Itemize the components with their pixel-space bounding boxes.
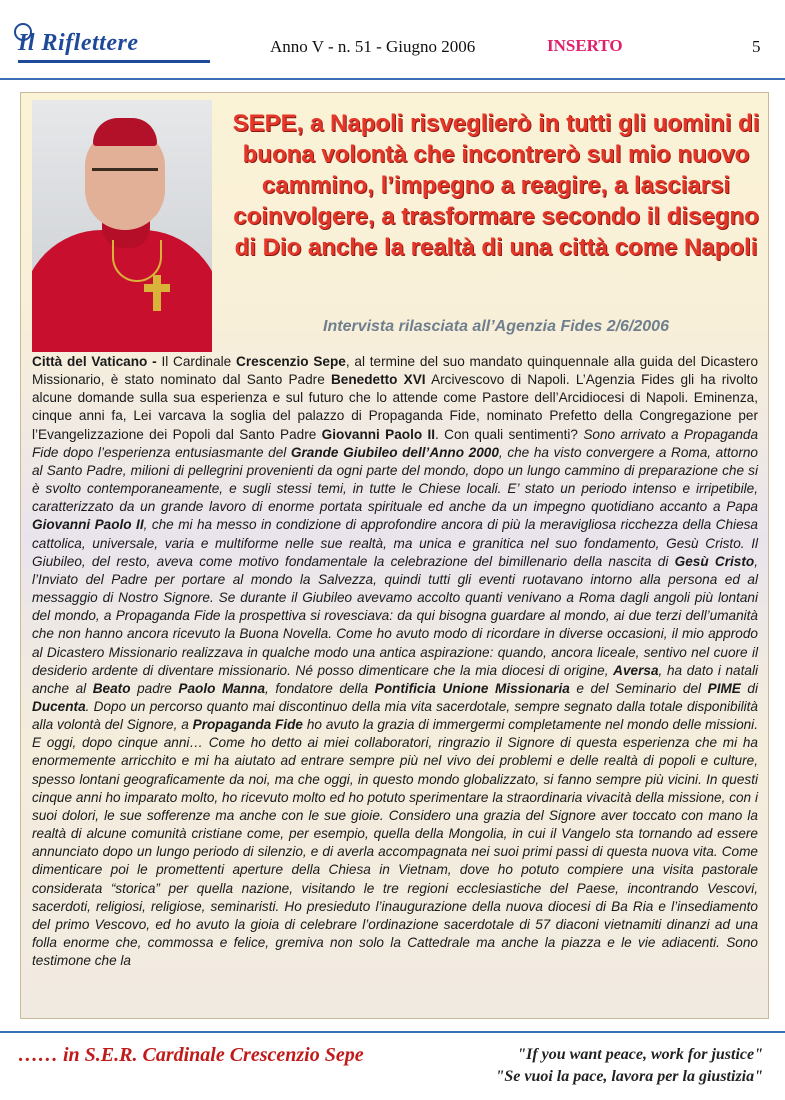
article-italic: Sono arrivato a Propaganda Fide dopo l’esperienza entusiasmante del (32, 426, 759, 460)
article-italic: , fondatore della (265, 680, 375, 696)
header-divider (0, 78, 785, 80)
article-bold-italic: Propaganda Fide (192, 717, 303, 733)
article-bold-italic: Gesù Cristo (674, 553, 755, 569)
article-bold: Crescenzio Sepe (236, 354, 346, 369)
footer-dedication: …… in S.E.R. Cardinale Crescenzio Sepe (18, 1044, 364, 1066)
article-bold-italic: PIME (707, 680, 741, 696)
page-number: 5 (752, 37, 761, 56)
article-italic: di (740, 680, 758, 696)
article-italic: . Dopo un percorso quanto mai discontinuo della mia vita sacerdotale, sempre segnato dalla totale disponibilità alla volontà del Signore, a (32, 698, 758, 733)
article-bold-italic: Pontificia Unione Missionaria (374, 680, 570, 696)
quote-english: "If you want peace, work for justice" (517, 1046, 763, 1063)
cardinal-photo (32, 100, 212, 352)
photo-zucchetto (93, 118, 157, 146)
photo-glasses (92, 168, 158, 185)
article-italic: , che mi ha messo in condizione di approfondire ancora di più la meravigliosa ricchezza della Chiesa cattolica, universale, varia e multiforme nelle sue realtà, ma unica e granitica nel suo fondamento, Gesù Cristo. Il Giubileo, del resto, aveva come motivo fondamentale la celebrazione del bimillenario della nascita di (32, 517, 758, 569)
article-bold-italic: Giovanni Paolo II (32, 517, 144, 533)
logo: Il Riflettere (18, 30, 139, 56)
article-italic: , ha dato i natali anche al (32, 662, 758, 696)
article-text: , al termine del suo mandato quinquennale alla guida del Dicastero Missionario, è stato nominato dal Santo Padre (32, 354, 759, 388)
footer-divider (0, 1031, 785, 1033)
article-bold-italic: Ducenta (32, 698, 86, 714)
page-header (0, 0, 785, 80)
article-bold: Benedetto XVI (330, 372, 426, 388)
article-bold-italic: Paolo Manna (178, 680, 266, 696)
quote-italian: "Se vuoi la pace, lavora per la giustizia" (495, 1068, 763, 1085)
article-bold-italic: Grande Giubileo dell’Anno 2000 (290, 444, 499, 460)
article-bold-italic: Beato (92, 680, 131, 696)
pectoral-cross-icon (144, 275, 170, 311)
article-body (32, 353, 758, 970)
article-bold: Giovanni Paolo II (321, 426, 436, 442)
section-label: INSERTO (547, 36, 623, 55)
article-italic: e del Seminario del (569, 680, 708, 696)
article-text: Arcivescovo di Napoli. L’Agenzia Fides gli ha rivolto alcune domande sulla sua esperienza e sul futuro che lo attende come Pastore dell’Arcidiocesi di Napoli. Eminenza, cinque anni fa, Lei varcava la soglia del palazzo di Propaganda Fide, nominato Prefetto della Congregazione per l’Evangelizzazione dei Popoli dal Santo Padre (32, 372, 758, 442)
article-italic: , l’Inviato del Padre per portare al mondo la Salvezza, quindi tutti gli eventi ruotavano intorno alla persona ed al messaggio di Nostro Signore. Se durante il Giubileo avevamo accolto quanti venivano a Roma dagli angoli più lontani del mondo, a Propaganda Fide la prospettiva si rovesciava: da qui bisogna guardare al mondo, ai due terzi dell’umanità che non hanno ancora ricevuto la Buona Novella. Come ho avuto modo di ricordare in diverse occasioni, il mio approdo al Dicastero Missionario realizzava in qualche modo una antica aspirazione: quando, ancora liceale, sentivo nel cuore il desiderio ardente di diventare missionario. Né posso dimenticare che la mia diocesi di origine, (32, 553, 758, 678)
article-italic: ho avuto la grazia di immergermi completamente nel mondo delle missioni. E oggi, dopo cinque anni… Come ho detto ai miei collaboratori, ringrazio il Signore di questa esperienza che mi ha enormemente arricchito e mi ha aiutato ad entrare sempre più nel vivo dei problemi e delle realtà di popoli e culture, spesso lontani geograficamente da noi, ma che oggi, in questo mondo globalizzato, si fanno sempre più vicini. In questi cinque anni ho imparato molto, ho ricevuto molto ed ho potuto sperimentare la straordinaria vivacità della missione, con i suoi dolori, le sue sofferenze ma anche con le sue gioie. Considero una grazia del Signore aver toccato con mano la realtà di alcune comunità cristiane come, per esempio, quella della Mongolia, in cui il Vangelo sta tornando ad essere annunciato dopo un lungo periodo di silenzio, e di averla accompagnata nei suoi primi passi di questa nuova vita. Come dimenticare poi le promettenti aperture della Chiesa in Vietnam, dove ho potuto compiere una visita pastorale considerata “storica” per quella nazione, visitando le tre regioni ecclesiastiche del Paese, incontrando Vescovi, sacerdoti, religiosi, religiose, seminaristi. Ho presieduto l’inaugurazione della nuova diocesi di Ba Ria e l’insediamento del primo Vescovo, ed ho avuto la gioia di celebrare l’ordinazione sacerdotale di 57 diaconi vietnamiti dinanzi ad una folla enorme che, commossa e felice, gremiva non solo la Cattedrale ma anche la piazza e le vie adiacenti. Sono testimone che la (32, 717, 758, 969)
footer-quote (495, 1044, 763, 1088)
article-bold-italic: Aversa (613, 662, 659, 678)
article-italic: , che ha visto convergere a Roma, attorno al Santo Padre, milioni di pellegrini provenienti da ogni parte del mondo, dopo un lungo cammino di preparazione che si è svolto contemporaneamente, e sugli stessi temi, in tutte le Chiese locali. E’ stato un periodo intenso e irripetibile, caratterizzato da un grande lavoro di enorme portata spirituale ed anche da un impegno quotidiano accanto a Papa (32, 444, 758, 515)
article-text: Il Cardinale (161, 354, 237, 369)
article-text: . Con quali sentimenti? (435, 426, 584, 442)
headline: SEPE, a Napoli risveglierò in tutti gli uomini di buona volontà che incontrerò sul mio nuovo cammino, l’impegno a reagire, a lasciarsi coinvolgere, a trasformare secondo il disegno di Dio anche la realtà di una città come Napoli (232, 110, 760, 261)
logo-underline (18, 60, 210, 63)
article-italic: padre (130, 680, 179, 696)
issue-info: Anno V - n. 51 - Giugno 2006 (270, 37, 476, 56)
dateline: Città del Vaticano - (32, 354, 162, 369)
subtitle: Intervista rilasciata all’Agenzia Fides 2/6/2006 (323, 318, 669, 335)
